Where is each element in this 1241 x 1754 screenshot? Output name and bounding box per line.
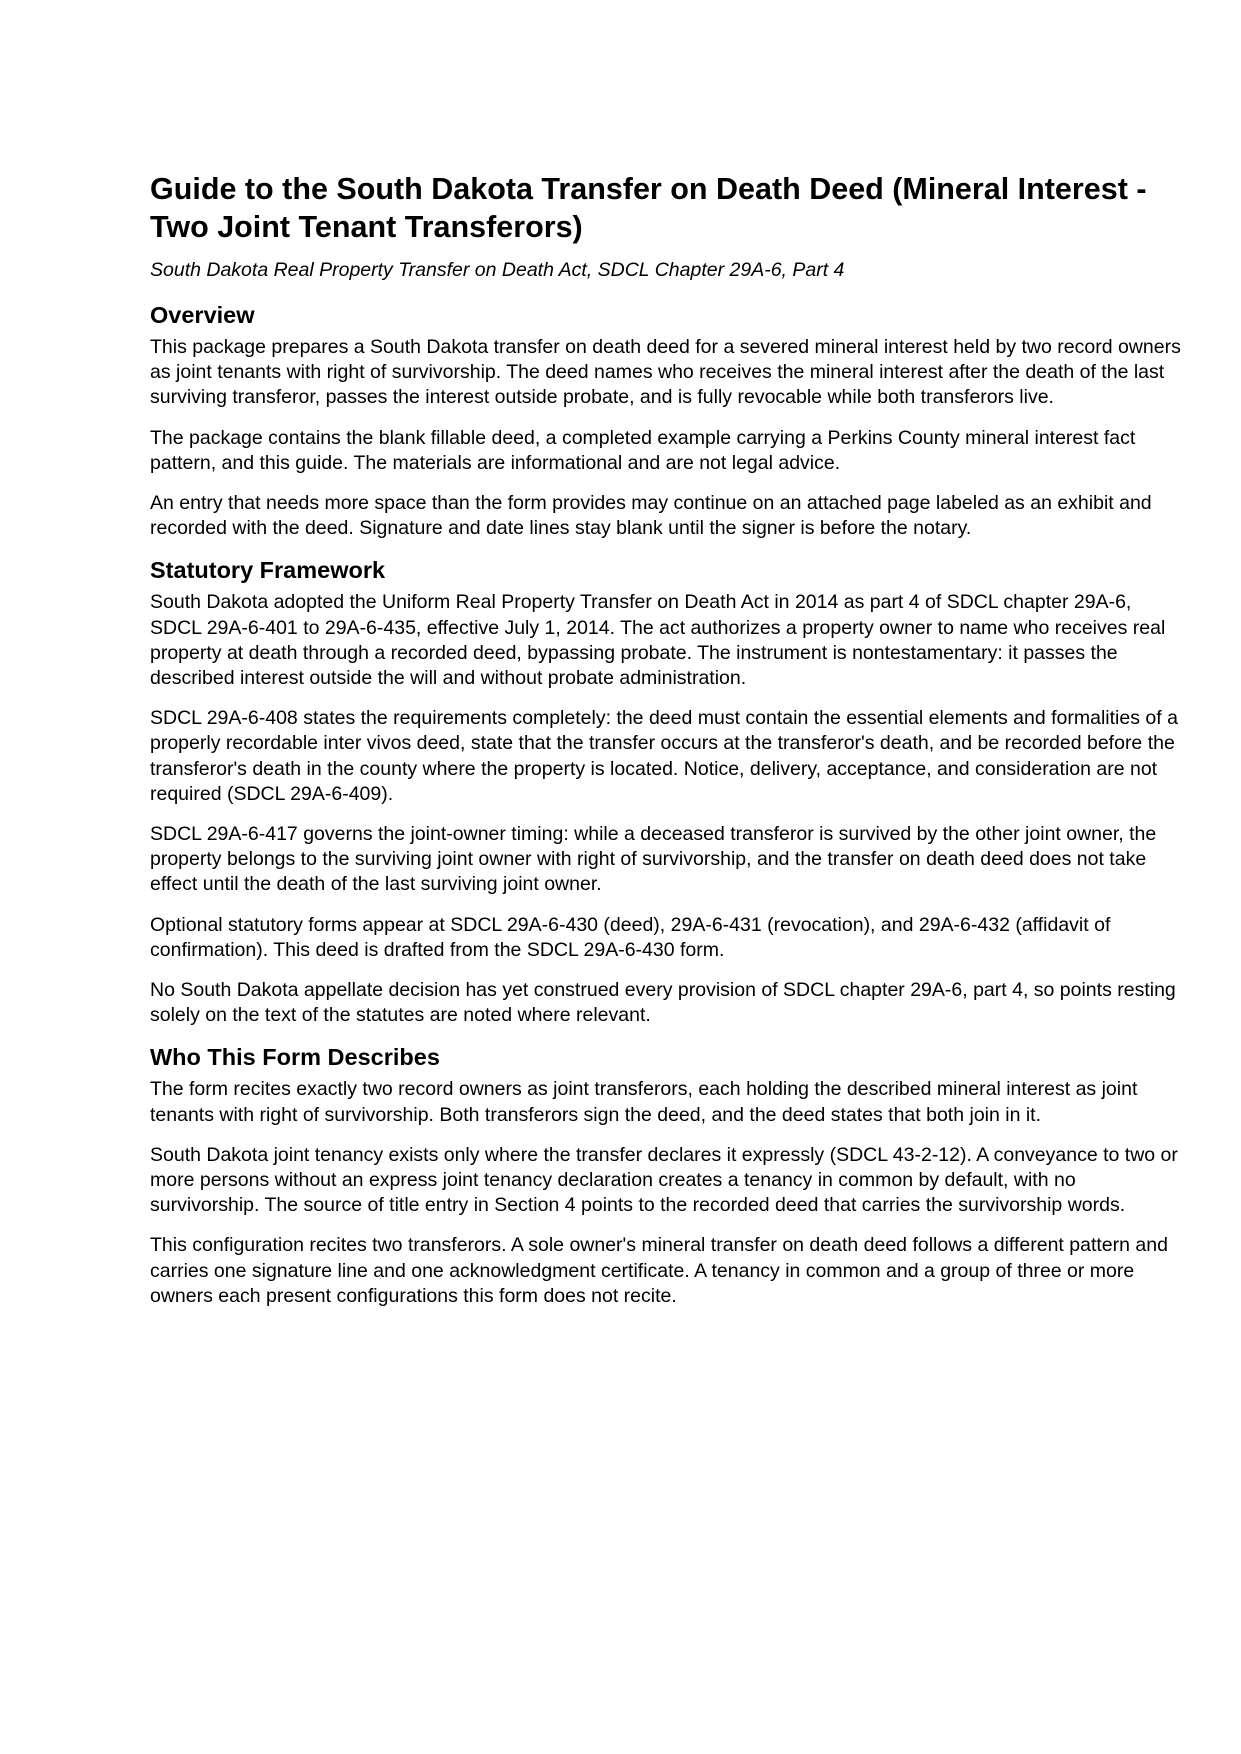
section-who-this-form-describes [150, 1043, 1181, 1309]
document-title: Guide to the South Dakota Transfer on Death Deed (Mineral Interest - Two Joint Tenant Transferors) [150, 172, 1147, 244]
section-overview [150, 301, 1181, 541]
section-heading: Who This Form Describes [150, 1044, 440, 1071]
paragraph: This configuration recites two transferors. A sole owner's mineral transfer on death deed follows a different pattern and carries one signature line and one acknowledgment certificate. A tenancy in common and a group of three or more owners each present configurations this form does not recite. [150, 1234, 1168, 1307]
paragraph: South Dakota adopted the Uniform Real Property Transfer on Death Act in 2014 as part 4 of SDCL chapter 29A-6, SDCL 29A-6-401 to 29A-6-435, effective July 1, 2014. The act authorizes a property owner to name who receives real property at death through a recorded deed, bypassing probate. The instrument is nontestamentary: it passes the described interest outside the will and without probate administration. [150, 591, 1166, 690]
section-statutory-framework [150, 556, 1181, 1028]
paragraph: The package contains the blank fillable deed, a completed example carrying a Perkins County mineral interest fact pattern, and this guide. The materials are informational and are not legal advice. [150, 426, 1136, 474]
paragraph: The form recites exactly two record owners as joint transferors, each holding the described mineral interest as joint tenants with right of survivorship. Both transferors sign the deed, and the deed states that both join in it. [150, 1078, 1138, 1126]
paragraph: SDCL 29A-6-408 states the requirements completely: the deed must contain the essential elements and formalities of a properly recordable inter vivos deed, state that the transfer occurs at the transferor's death, and be recorded before the transferor's death in the county where the property is located. Notice, delivery, acceptance, and consideration are not required (SDCL 29A-6-409). [150, 707, 1178, 805]
paragraph: Optional statutory forms appear at SDCL 29A-6-430 (deed), 29A-6-431 (revocation), and 29A-6-432 (affidavit of confirmation). This deed is drafted from the SDCL 29A-6-430 form. [150, 913, 1111, 961]
paragraph: South Dakota joint tenancy exists only where the transfer declares it expressly (SDCL 43-2-12). A conveyance to two or more persons without an express joint tenancy declaration creates a tenancy in common by default, with no survivorship. The source of title entry in Section 4 points to the recorded deed that carries the survivorship words. [150, 1143, 1178, 1217]
paragraph: SDCL 29A-6-417 governs the joint-owner timing: while a deceased transferor is survived by the other joint owner, the property belongs to the surviving joint owner with right of survivorship, and the transfer on death deed does not take effect until the death of the last surviving joint owner. [150, 823, 1157, 896]
section-heading: Statutory Framework [150, 557, 386, 584]
paragraph: This package prepares a South Dakota transfer on death deed for a severed mineral interest held by two record owners as joint tenants with right of survivorship. The deed names who receives the mineral interest after the death of the last surviving transferor, passes the interest outside probate, and is fully revocable while both transferors live. [150, 336, 1181, 409]
document-subtitle: South Dakota Real Property Transfer on Death Act, SDCL Chapter 29A-6, Part 4 [150, 259, 845, 281]
section-heading: Overview [150, 302, 255, 328]
paragraph: An entry that needs more space than the form provides may continue on an attached page labeled as an exhibit and recorded with the deed. Signature and date lines stay blank until the signer is before the notary. [150, 492, 1152, 540]
paragraph: No South Dakota appellate decision has yet construed every provision of SDCL chapter 29A-6, part 4, so points resting solely on the text of the statutes are noted where relevant. [150, 979, 1176, 1027]
